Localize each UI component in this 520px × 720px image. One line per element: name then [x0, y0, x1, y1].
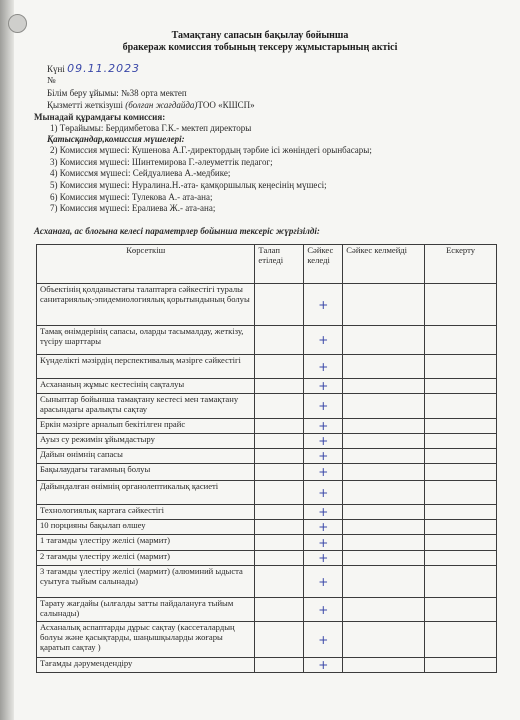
- scan-edge-shadow: [0, 0, 14, 720]
- compliant-mark: +: [304, 326, 343, 355]
- row-label: Тарату жағдайы (ылғалды затты пайдалануға тыйым салынады): [37, 598, 255, 622]
- compliant-mark: +: [304, 419, 343, 434]
- commission-chair: 1) Төрайымы: Бердимбетова Г.К.- мектеп директоры: [50, 123, 252, 133]
- compliant-mark: +: [304, 520, 343, 535]
- row-label: 3 тағамды үлестіру желісі (мармит) (алюминий ыдыста суытуға тыйым салынады): [37, 566, 255, 598]
- table-row: [37, 551, 497, 566]
- table-row: [37, 326, 497, 355]
- table-row: [37, 535, 497, 551]
- table-row: [37, 481, 497, 505]
- compliant-mark: +: [304, 449, 343, 464]
- row-label: Асхананың жұмыс кестесінің сақталуы: [37, 379, 255, 394]
- row-label: Дайын өнімнің сапасы: [37, 449, 255, 464]
- compliant-mark: +: [304, 598, 343, 622]
- member-item: 6) Комиссия мүшесі: Тулекова А.- ата-ана;: [50, 192, 213, 202]
- compliant-mark: +: [304, 379, 343, 394]
- row-label: Ауыз су режимін ұйымдастыру: [37, 434, 255, 449]
- row-label: Сыныптар бойынша тамақтану кестесі мен тамақтану арасындағы аралықты сақтау: [37, 394, 255, 419]
- member-item: 2) Комиссия мүшесі: Кушенова А.Г.-директордың тәрбие ісі жөніндегі орынбасары;: [50, 145, 372, 155]
- row-label: 2 тағамды үлестіру желісі (мармит): [37, 551, 255, 566]
- table-row: [37, 284, 497, 326]
- document-title-line2: бракераж комиссия тобының тексеру жұмыстарының актісі: [122, 42, 398, 53]
- column-header-noncompliant: Сәйкес келмейді: [343, 245, 425, 284]
- compliant-mark: +: [304, 481, 343, 505]
- date-label: Күні: [47, 64, 65, 74]
- column-header-indicator: Көрсеткіш: [37, 245, 255, 284]
- row-label: Дайындалған өнімнің органолептикалық қасиеті: [37, 481, 255, 505]
- date-row: [47, 62, 140, 75]
- compliant-mark: +: [304, 551, 343, 566]
- commission-heading: Мынадай құрамдағы комиссия:: [34, 112, 166, 122]
- table-row: [37, 658, 497, 673]
- supplier-hint: (болған жағдайда): [125, 100, 198, 110]
- table-row: [37, 394, 497, 419]
- member-item: 5) Комиссия мүшесі: Нуралина.Н.-ата- қамқоршылық кеңесінің мүшесі;: [50, 180, 327, 190]
- row-label: Асханалық аспаптарды дұрыс сақтау (кассеталардың болуы және қасықтарды, шаңышқыларды жоғары қаратып сақтау ): [37, 622, 255, 658]
- table-row: [37, 598, 497, 622]
- compliant-mark: +: [304, 566, 343, 598]
- compliant-mark: +: [304, 505, 343, 520]
- document-title-line1: Тамақтану сапасын бақылау бойынша: [171, 30, 349, 41]
- table-row: [37, 449, 497, 464]
- compliant-mark: +: [304, 284, 343, 326]
- inspection-table: [36, 244, 497, 673]
- compliant-mark: +: [304, 355, 343, 379]
- members-heading: Қатысқандар,комиссия мүшелері:: [47, 134, 185, 144]
- section-heading: Асханаға, ас блогына келесі параметрлер бойынша тексеріс жүргізілді:: [34, 226, 320, 236]
- number-label: №: [47, 75, 56, 85]
- table-row: [37, 622, 497, 658]
- compliant-mark: +: [304, 434, 343, 449]
- table-row: [37, 379, 497, 394]
- member-item: 4) Комиссмя мүшесі: Сейдуалиева А.-медбике;: [50, 168, 231, 178]
- column-header-note: Ескерту: [425, 245, 497, 284]
- table-row: [37, 566, 497, 598]
- table-row: [37, 434, 497, 449]
- compliant-mark: +: [304, 658, 343, 673]
- member-item: 7) Комиссия мүшесі: Ералиева Ж.- ата-ана;: [50, 203, 216, 213]
- row-label: 10 порцияны бақылап өлшеу: [37, 520, 255, 535]
- date-value: 09.11.2023: [67, 62, 141, 75]
- supplier-line: [47, 100, 255, 110]
- supplier-value: ТОО «КШСП»: [197, 100, 255, 110]
- row-label: Күнделікті мәзірдің перспективалық мәзірге сәйкестігі: [37, 355, 255, 379]
- supplier-label: Қызметті жеткізуші: [47, 100, 123, 110]
- compliant-mark: +: [304, 535, 343, 551]
- compliant-mark: +: [304, 464, 343, 481]
- table-row: [37, 464, 497, 481]
- table-row: [37, 505, 497, 520]
- member-item: 3) Комиссия мүшесі: Шинтемирова Г.-әлеуметтік педагог;: [50, 157, 273, 167]
- row-label: Еркін мәзірге арналып бекітілген прайс: [37, 419, 255, 434]
- row-label: Бақылаудағы тағамның болуы: [37, 464, 255, 481]
- row-label: Технологиялық картаға сәйкестігі: [37, 505, 255, 520]
- row-label: Объектінің қолданыстағы талаптарға сәйкестігі туралы санитариялық-эпидемиологиялық қорытындының болуы: [37, 284, 255, 326]
- table-header-row: [37, 245, 497, 284]
- column-header-compliant: Сәйкес келеді: [304, 245, 343, 284]
- column-header-required: Талап етіледі: [255, 245, 304, 284]
- table-row: [37, 419, 497, 434]
- compliant-mark: +: [304, 394, 343, 419]
- row-label: Тамақ өнімдерінің сапасы, оларды тасымалдау, жеткізу, түсіру шарттары: [37, 326, 255, 355]
- table-row: [37, 520, 497, 535]
- compliant-mark: +: [304, 622, 343, 658]
- school-line: Білім беру ұйымы: №38 орта мектеп: [47, 88, 187, 98]
- row-label: Тағамды дәрумендендіру: [37, 658, 255, 673]
- row-label: 1 тағамды үлестіру желісі (мармит): [37, 535, 255, 551]
- table-row: [37, 355, 497, 379]
